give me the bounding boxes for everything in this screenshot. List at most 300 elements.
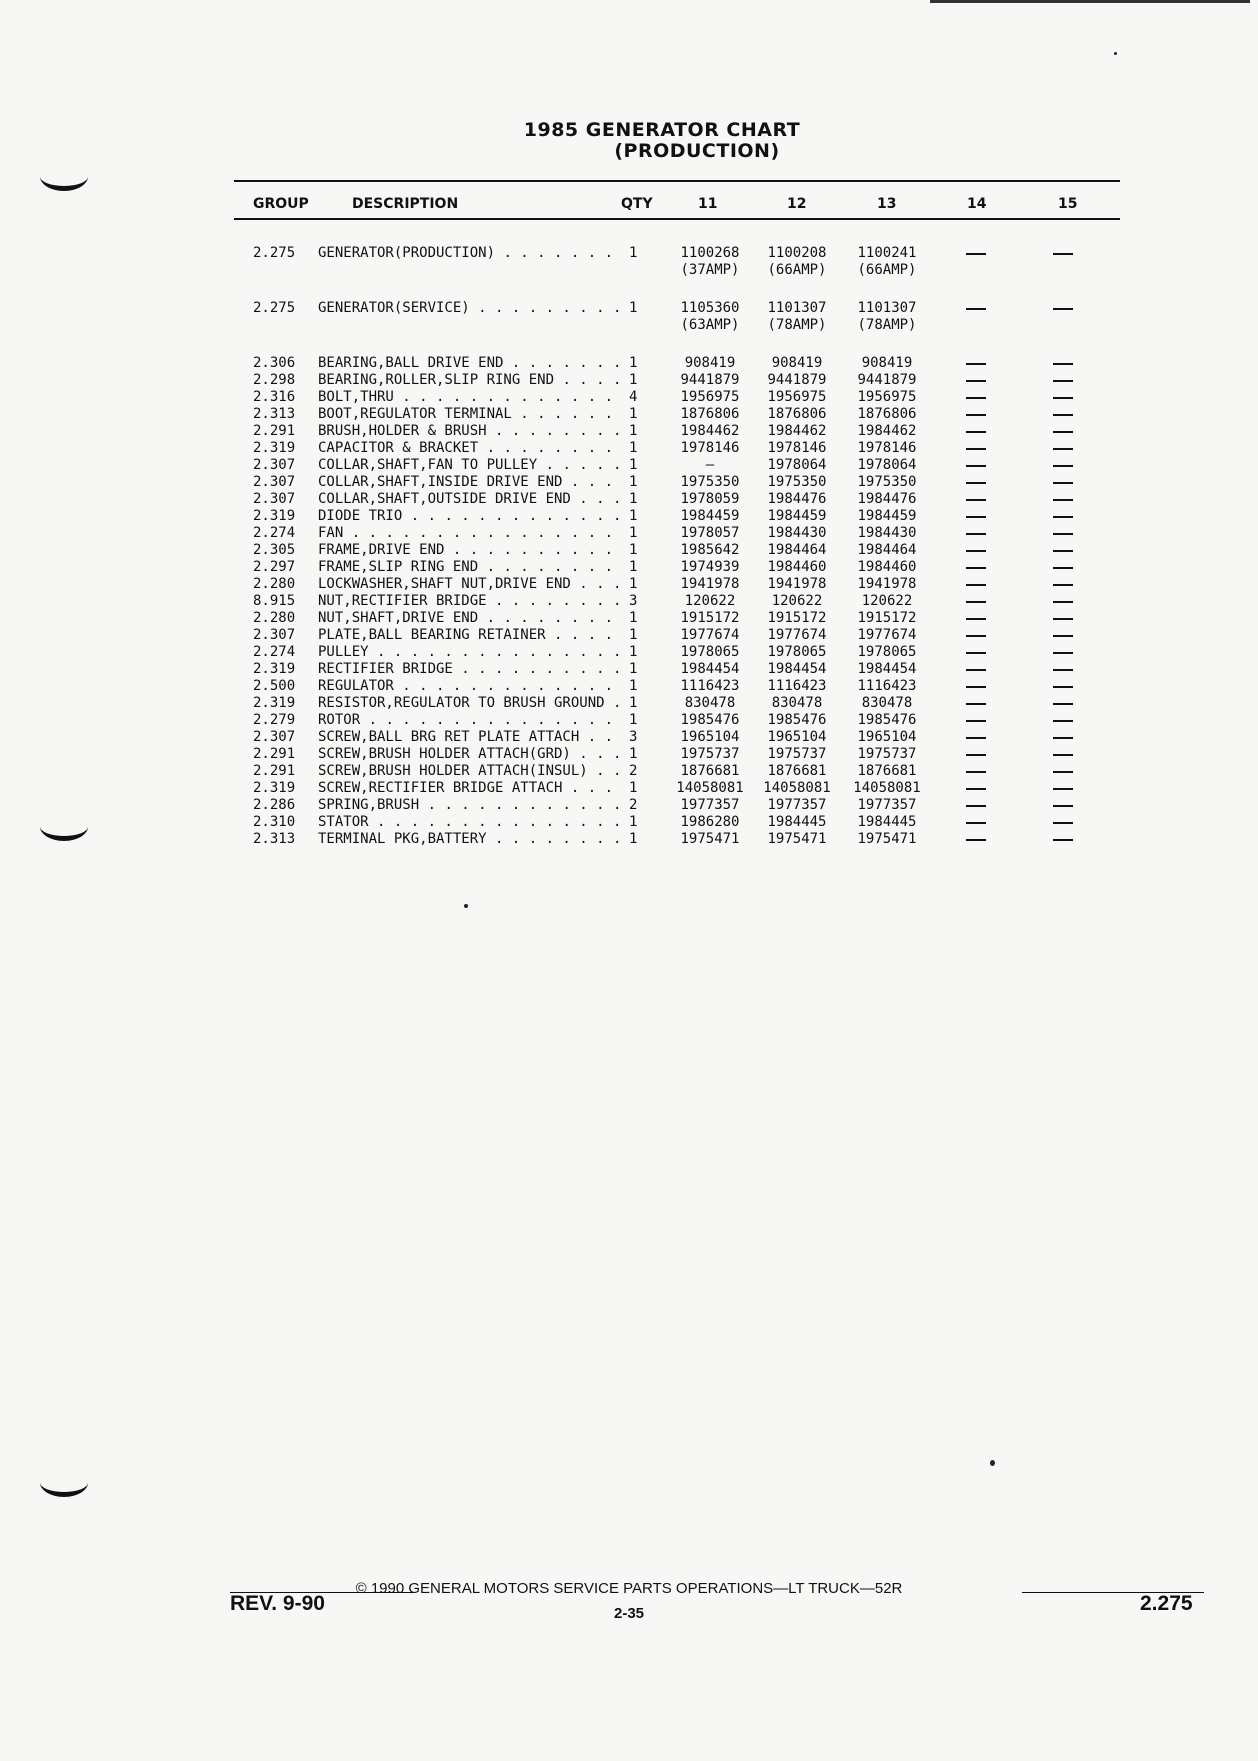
footer-copyright: © 1990 GENERAL MOTORS SERVICE PARTS OPERATIONS—LT TRUCK—52R	[355, 1580, 903, 1597]
cell-group: 2.313	[253, 406, 296, 422]
table-row	[0, 423, 1258, 440]
table-row	[0, 474, 1258, 491]
cell-qty: 1	[629, 746, 638, 762]
cell-13: 1984464	[857, 542, 917, 558]
scan-scratch	[930, 0, 1250, 3]
cell-13: 1876681	[857, 763, 917, 779]
dash-14	[966, 720, 986, 722]
cell-group: 2.291	[253, 423, 296, 439]
cell-12-amp: (78AMP)	[767, 317, 827, 333]
cell-11: 1876806	[680, 406, 740, 422]
cell-qty: 1	[629, 508, 638, 524]
table-row	[0, 389, 1258, 406]
cell-group: 2.500	[253, 678, 296, 694]
table-row	[0, 440, 1258, 457]
cell-qty: 1	[629, 559, 638, 575]
cell-11: 1986280	[680, 814, 740, 830]
dash-14	[966, 805, 986, 807]
table-row	[0, 661, 1258, 678]
cell-qty: 1	[629, 610, 638, 626]
cell-11: 1100268	[680, 245, 740, 261]
cell-group: 2.291	[253, 746, 296, 762]
cell-description: DIODE TRIO . . .	[318, 508, 622, 525]
cell-11-amp: (37AMP)	[680, 262, 740, 278]
cell-11: —	[705, 457, 715, 473]
table-top-rule	[234, 180, 1120, 182]
cell-description: ROTOR . . .	[318, 712, 622, 729]
cell-qty: 1	[629, 423, 638, 439]
cell-12: 14058081	[763, 780, 831, 796]
table-row	[0, 780, 1258, 797]
dash-15	[1053, 686, 1073, 688]
cell-12: 1978146	[767, 440, 827, 456]
dash-15	[1053, 380, 1073, 382]
cell-group: 2.307	[253, 491, 296, 507]
cell-13: 1984454	[857, 661, 917, 677]
cell-11: 1978059	[680, 491, 740, 507]
column-header-qty: QTY	[621, 196, 653, 212]
cell-11: 14058081	[676, 780, 744, 796]
cell-group: 2.297	[253, 559, 296, 575]
cell-group: 2.307	[253, 457, 296, 473]
dash-15	[1053, 253, 1073, 255]
dash-15	[1053, 635, 1073, 637]
dash-15	[1053, 839, 1073, 841]
cell-group: 2.307	[253, 729, 296, 745]
cell-12: 1984459	[767, 508, 827, 524]
cell-12: 1984462	[767, 423, 827, 439]
cell-qty: 1	[629, 712, 638, 728]
table-row	[0, 593, 1258, 610]
cell-group: 2.305	[253, 542, 296, 558]
dash-14	[966, 533, 986, 535]
cell-12: 1984430	[767, 525, 827, 541]
cell-group: 2.319	[253, 440, 296, 456]
table-row	[0, 457, 1258, 474]
cell-qty: 1	[629, 355, 638, 371]
cell-11: 908419	[684, 355, 736, 371]
cell-11: 1978065	[680, 644, 740, 660]
table-row	[0, 576, 1258, 593]
dash-14	[966, 516, 986, 518]
cell-13: 1965104	[857, 729, 917, 745]
cell-12: 1116423	[767, 678, 827, 694]
cell-description: FRAME,SLIP RING END . . .	[318, 559, 622, 576]
table-row	[0, 559, 1258, 576]
cell-group: 2.307	[253, 627, 296, 643]
cell-11: 9441879	[680, 372, 740, 388]
cell-13: 1978064	[857, 457, 917, 473]
table-row	[0, 245, 1258, 280]
dash-15	[1053, 482, 1073, 484]
cell-qty: 1	[629, 627, 638, 643]
table-row	[0, 300, 1258, 335]
cell-description: SCREW,RECTIFIER BRIDGE ATTACH . . .	[318, 780, 622, 797]
dash-15	[1053, 788, 1073, 790]
table-row	[0, 406, 1258, 423]
cell-qty: 1	[629, 831, 638, 847]
cell-12: 1975471	[767, 831, 827, 847]
table-row	[0, 712, 1258, 729]
cell-description: SCREW,BRUSH HOLDER ATTACH(GRD) . . .	[318, 746, 622, 763]
cell-12: 1978064	[767, 457, 827, 473]
cell-12: 1984445	[767, 814, 827, 830]
cell-group: 2.316	[253, 389, 296, 405]
cell-11: 1941978	[680, 576, 740, 592]
dash-14	[966, 635, 986, 637]
cell-group: 2.298	[253, 372, 296, 388]
table-row	[0, 814, 1258, 831]
cell-11: 1984459	[680, 508, 740, 524]
dash-14	[966, 431, 986, 433]
cell-13: 1977357	[857, 797, 917, 813]
parts-table	[0, 245, 1258, 848]
cell-group: 8.915	[253, 593, 296, 609]
cell-qty: 1	[629, 780, 638, 796]
cell-12: 1965104	[767, 729, 827, 745]
cell-qty: 1	[629, 491, 638, 507]
cell-group: 2.310	[253, 814, 296, 830]
chart-title	[0, 120, 1258, 162]
cell-12: 830478	[771, 695, 823, 711]
cell-11: 1116423	[680, 678, 740, 694]
cell-11: 1978057	[680, 525, 740, 541]
cell-13: 1985476	[857, 712, 917, 728]
cell-description: BEARING,BALL DRIVE END . . .	[318, 355, 622, 372]
cell-description: STATOR . . .	[318, 814, 622, 831]
table-row	[0, 729, 1258, 746]
dash-15	[1053, 652, 1073, 654]
cell-group: 2.279	[253, 712, 296, 728]
title-line-2: (PRODUCTION)	[614, 140, 780, 162]
dash-14	[966, 652, 986, 654]
dash-14	[966, 618, 986, 620]
cell-13: 830478	[861, 695, 913, 711]
cell-11: 830478	[684, 695, 736, 711]
cell-description: RESISTOR,REGULATOR TO BRUSH GROUND . . .	[318, 695, 622, 712]
table-row	[0, 542, 1258, 559]
dash-15	[1053, 550, 1073, 552]
dash-14	[966, 669, 986, 671]
cell-12: 1984454	[767, 661, 827, 677]
cell-12: 1984464	[767, 542, 827, 558]
cell-12: 120622	[771, 593, 823, 609]
dash-14	[966, 822, 986, 824]
table-row	[0, 372, 1258, 389]
dash-14	[966, 397, 986, 399]
binder-hole-mark	[40, 162, 88, 191]
table-row	[0, 610, 1258, 627]
cell-description: FRAME,DRIVE END . . .	[318, 542, 622, 559]
cell-12: 1100208	[767, 245, 827, 261]
dash-14	[966, 584, 986, 586]
dash-14	[966, 686, 986, 688]
cell-13: 1984476	[857, 491, 917, 507]
cell-13: 14058081	[853, 780, 921, 796]
cell-12: 1876681	[767, 763, 827, 779]
dash-15	[1053, 431, 1073, 433]
cell-description: SPRING,BRUSH . . .	[318, 797, 622, 814]
cell-13: 1941978	[857, 576, 917, 592]
cell-description: BOLT,THRU . . .	[318, 389, 622, 406]
cell-13-amp: (66AMP)	[857, 262, 917, 278]
dash-15	[1053, 397, 1073, 399]
cell-group: 2.275	[253, 300, 296, 316]
scan-speck	[464, 904, 468, 908]
dash-14	[966, 414, 986, 416]
table-row	[0, 831, 1258, 848]
dash-14	[966, 380, 986, 382]
cell-11: 1977674	[680, 627, 740, 643]
cell-11-amp: (63AMP)	[680, 317, 740, 333]
cell-group: 2.319	[253, 661, 296, 677]
cell-qty: 1	[629, 440, 638, 456]
cell-11: 1956975	[680, 389, 740, 405]
cell-13: 1876806	[857, 406, 917, 422]
cell-group: 2.319	[253, 780, 296, 796]
dash-14	[966, 308, 986, 310]
cell-qty: 1	[629, 245, 638, 261]
dash-14	[966, 363, 986, 365]
dash-15	[1053, 822, 1073, 824]
cell-12: 1956975	[767, 389, 827, 405]
cell-qty: 1	[629, 474, 638, 490]
cell-13: 1984462	[857, 423, 917, 439]
dash-14	[966, 482, 986, 484]
cell-12: 1977357	[767, 797, 827, 813]
table-row	[0, 491, 1258, 508]
cell-11: 1985642	[680, 542, 740, 558]
dash-15	[1053, 618, 1073, 620]
dash-15	[1053, 669, 1073, 671]
cell-12: 1101307	[767, 300, 827, 316]
cell-group: 2.307	[253, 474, 296, 490]
cell-group: 2.280	[253, 610, 296, 626]
cell-description: REGULATOR . . .	[318, 678, 622, 695]
cell-description: COLLAR,SHAFT,INSIDE DRIVE END . . .	[318, 474, 622, 491]
cell-description: GENERATOR(PRODUCTION) . . .	[318, 245, 622, 262]
cell-description: SCREW,BALL BRG RET PLATE ATTACH . . .	[318, 729, 622, 746]
cell-qty: 1	[629, 406, 638, 422]
dash-14	[966, 448, 986, 450]
dash-14	[966, 754, 986, 756]
cell-11: 1975471	[680, 831, 740, 847]
cell-qty: 2	[629, 797, 638, 813]
cell-description: GENERATOR(SERVICE) . . .	[318, 300, 622, 317]
cell-group: 2.275	[253, 245, 296, 261]
cell-13: 1984445	[857, 814, 917, 830]
dash-15	[1053, 771, 1073, 773]
column-header-12: 12	[787, 196, 807, 212]
cell-11: 120622	[684, 593, 736, 609]
cell-12: 1975737	[767, 746, 827, 762]
cell-description: BRUSH,HOLDER & BRUSH . . .	[318, 423, 622, 440]
dash-15	[1053, 567, 1073, 569]
cell-11: 1977357	[680, 797, 740, 813]
cell-13: 1984460	[857, 559, 917, 575]
cell-12: 908419	[771, 355, 823, 371]
cell-11: 1915172	[680, 610, 740, 626]
table-row	[0, 678, 1258, 695]
dash-15	[1053, 533, 1073, 535]
cell-11: 1978146	[680, 440, 740, 456]
cell-qty: 2	[629, 763, 638, 779]
dash-15	[1053, 703, 1073, 705]
table-row	[0, 508, 1258, 525]
cell-group: 2.291	[253, 763, 296, 779]
cell-qty: 1	[629, 814, 638, 830]
dash-14	[966, 465, 986, 467]
dash-14	[966, 839, 986, 841]
dash-15	[1053, 601, 1073, 603]
cell-group: 2.319	[253, 508, 296, 524]
dash-15	[1053, 584, 1073, 586]
cell-group: 2.274	[253, 644, 296, 660]
cell-description: BOOT,REGULATOR TERMINAL . . .	[318, 406, 622, 423]
cell-qty: 3	[629, 729, 638, 745]
cell-13: 120622	[861, 593, 913, 609]
cell-12: 1978065	[767, 644, 827, 660]
cell-qty: 1	[629, 457, 638, 473]
dash-14	[966, 737, 986, 739]
cell-description: CAPACITOR & BRACKET . . .	[318, 440, 622, 457]
cell-11: 1974939	[680, 559, 740, 575]
cell-12: 1876806	[767, 406, 827, 422]
cell-13: 1100241	[857, 245, 917, 261]
cell-13: 1975471	[857, 831, 917, 847]
column-header-14: 14	[967, 196, 987, 212]
table-row	[0, 644, 1258, 661]
cell-13: 1915172	[857, 610, 917, 626]
cell-qty: 1	[629, 678, 638, 694]
parts-list	[0, 355, 1258, 848]
dash-14	[966, 601, 986, 603]
cell-11: 1985476	[680, 712, 740, 728]
dash-14	[966, 703, 986, 705]
dash-14	[966, 253, 986, 255]
cell-12: 1984476	[767, 491, 827, 507]
cell-12: 1975350	[767, 474, 827, 490]
cell-12: 1941978	[767, 576, 827, 592]
title-line-1: 1985 GENERATOR CHART	[523, 119, 801, 141]
cell-13: 1101307	[857, 300, 917, 316]
cell-description: NUT,SHAFT,DRIVE END . . .	[318, 610, 622, 627]
cell-description: TERMINAL PKG,BATTERY . . .	[318, 831, 622, 848]
cell-description: SCREW,BRUSH HOLDER ATTACH(INSUL) . . .	[318, 763, 622, 780]
cell-12: 1984460	[767, 559, 827, 575]
dash-15	[1053, 720, 1073, 722]
cell-13: 1116423	[857, 678, 917, 694]
dash-15	[1053, 516, 1073, 518]
dash-15	[1053, 363, 1073, 365]
scan-speck	[990, 1460, 995, 1466]
column-header-13: 13	[877, 196, 897, 212]
cell-11: 1105360	[680, 300, 740, 316]
table-row	[0, 627, 1258, 644]
cell-group: 2.286	[253, 797, 296, 813]
binder-hole-mark	[40, 1468, 88, 1497]
cell-13-amp: (78AMP)	[857, 317, 917, 333]
cell-description: NUT,RECTIFIER BRIDGE . . .	[318, 593, 622, 610]
dash-14	[966, 567, 986, 569]
cell-group: 2.280	[253, 576, 296, 592]
cell-qty: 1	[629, 372, 638, 388]
column-header-description: DESCRIPTION	[352, 196, 459, 212]
cell-description: COLLAR,SHAFT,OUTSIDE DRIVE END . . .	[318, 491, 622, 508]
cell-group: 2.274	[253, 525, 296, 541]
cell-description: BEARING,ROLLER,SLIP RING END . . .	[318, 372, 622, 389]
dash-15	[1053, 465, 1073, 467]
scan-speck	[1114, 52, 1117, 55]
cell-12: 9441879	[767, 372, 827, 388]
cell-qty: 1	[629, 542, 638, 558]
dash-15	[1053, 754, 1073, 756]
cell-13: 1978146	[857, 440, 917, 456]
cell-12: 1977674	[767, 627, 827, 643]
cell-13: 1956975	[857, 389, 917, 405]
cell-qty: 1	[629, 644, 638, 660]
cell-group: 2.306	[253, 355, 296, 371]
dash-14	[966, 499, 986, 501]
cell-13: 1984459	[857, 508, 917, 524]
cell-11: 1984462	[680, 423, 740, 439]
table-header-rule	[234, 218, 1120, 220]
section-number: 2.275	[1140, 1592, 1193, 1615]
cell-11: 1984454	[680, 661, 740, 677]
cell-13: 1975350	[857, 474, 917, 490]
cell-description: FAN . . .	[318, 525, 622, 542]
cell-description: RECTIFIER BRIDGE . . .	[318, 661, 622, 678]
table-row	[0, 355, 1258, 372]
cell-13: 1978065	[857, 644, 917, 660]
cell-11: 1876681	[680, 763, 740, 779]
table-row	[0, 763, 1258, 780]
column-header-11: 11	[698, 196, 718, 212]
cell-qty: 4	[629, 389, 638, 405]
dash-14	[966, 771, 986, 773]
cell-13: 9441879	[857, 372, 917, 388]
dash-15	[1053, 448, 1073, 450]
cell-11: 1975350	[680, 474, 740, 490]
column-header-15: 15	[1058, 196, 1078, 212]
cell-description: PULLEY . . .	[318, 644, 622, 661]
cell-qty: 1	[629, 661, 638, 677]
cell-12: 1985476	[767, 712, 827, 728]
dash-15	[1053, 805, 1073, 807]
page-number: 2-35	[613, 1605, 645, 1622]
revision-label: REV. 9-90	[230, 1592, 325, 1615]
dash-14	[966, 788, 986, 790]
table-row	[0, 746, 1258, 763]
cell-13: 1984430	[857, 525, 917, 541]
cell-11: 1975737	[680, 746, 740, 762]
cell-13: 1975737	[857, 746, 917, 762]
cell-12-amp: (66AMP)	[767, 262, 827, 278]
cell-13: 1977674	[857, 627, 917, 643]
dash-15	[1053, 414, 1073, 416]
cell-11: 1965104	[680, 729, 740, 745]
cell-description: LOCKWASHER,SHAFT NUT,DRIVE END . . .	[318, 576, 622, 593]
table-row	[0, 525, 1258, 542]
table-row	[0, 695, 1258, 712]
table-row	[0, 797, 1258, 814]
cell-qty: 1	[629, 525, 638, 541]
cell-qty: 1	[629, 300, 638, 316]
cell-qty: 3	[629, 593, 638, 609]
cell-13: 908419	[861, 355, 913, 371]
dash-15	[1053, 308, 1073, 310]
cell-description: PLATE,BALL BEARING RETAINER . . .	[318, 627, 622, 644]
